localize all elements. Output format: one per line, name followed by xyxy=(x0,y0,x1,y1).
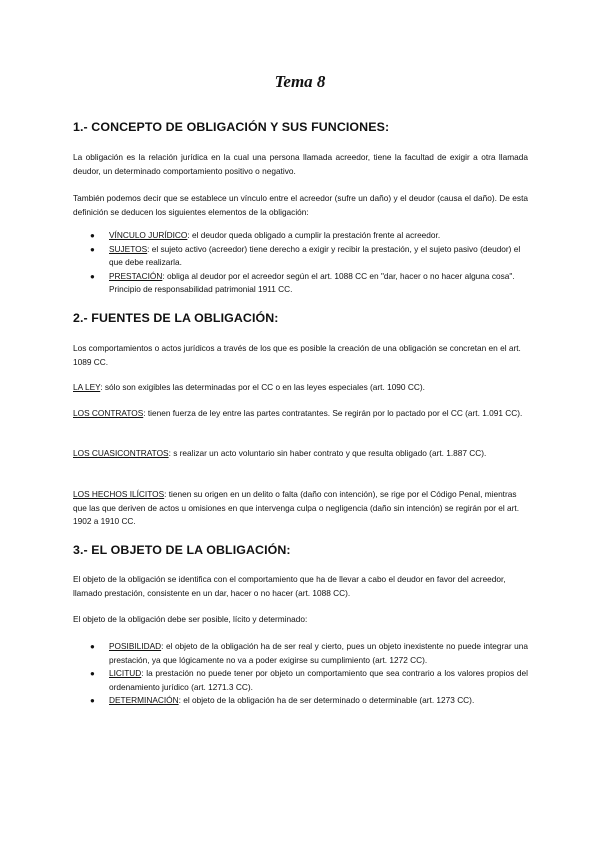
section-1-bullet-list xyxy=(73,229,528,297)
section-3-paragraph-2: El objeto de la obligación debe ser posible, lícito y determinado: xyxy=(73,614,308,624)
bullet-icon: ● xyxy=(90,231,95,240)
bullet-text: : el sujeto activo (acreedor) tiene derecho a exigir y recibir la prestación, y el sujeto pasivo (deudor) el que debe realizarla. xyxy=(109,243,521,267)
section-1-heading: 1.- CONCEPTO DE OBLIGACIÓN Y SUS FUNCIONES: xyxy=(73,120,390,134)
bullet-term: LICITUD xyxy=(109,668,142,678)
source-la-ley xyxy=(73,381,528,395)
bullet-term: VÍNCULO JURÍDICO xyxy=(109,230,188,240)
section-1-paragraph-1: La obligación es la relación jurídica en la cual una persona llamada acreedor, tiene la facultad de exigir a otra llamada deudor, un determinado comportamiento positivo o negativo. xyxy=(73,152,528,176)
list-item xyxy=(73,694,528,708)
bullet-icon: ● xyxy=(90,642,95,651)
list-item xyxy=(73,270,528,297)
bullet-icon: ● xyxy=(90,244,95,254)
source-contratos xyxy=(73,407,528,421)
list-item xyxy=(73,243,528,270)
section-2-heading: 2.- FUENTES DE LA OBLIGACIÓN: xyxy=(73,311,279,325)
bullet-term: POSIBILIDAD xyxy=(109,641,162,651)
list-item xyxy=(73,640,528,667)
source-text: : tienen su origen en un delito o falta (daño con intención), se rige por el Código Penal, mientras que las que deriven de actos u omisiones en que intervenga culpa o negligencia (daño sin intención) se regirán por el art. 1902 a 1910 CC. xyxy=(73,489,520,526)
bullet-text: : el objeto de la obligación ha de ser determinado o determinable (art. 1273 CC). xyxy=(178,695,475,705)
source-text: : tienen fuerza de ley entre las partes contratantes. Se regirán por lo pactado por el CC (art. 1.091 CC). xyxy=(143,408,523,418)
section-3-heading: 3.- EL OBJETO DE LA OBLIGACIÓN: xyxy=(73,543,291,557)
section-3-bullet-list xyxy=(73,640,528,708)
source-text: : sólo son exigibles las determinadas por el CC o en las leyes especiales (art. 1090 CC). xyxy=(100,382,425,392)
document-title: Tema 8 xyxy=(274,72,326,91)
bullet-term: SUJETOS xyxy=(109,243,148,254)
source-cuasicontratos xyxy=(73,447,528,461)
bullet-term: PRESTACIÓN xyxy=(109,270,163,281)
section-3-paragraph-1: El objeto de la obligación se identifica con el comportamiento que ha de llevar a cabo el deudor en favor del acreedor, llamado prestación, consistente en un dar, hacer o no hacer (art. 1088 CC). xyxy=(73,574,506,598)
section-2-intro: Los comportamientos o actos jurídicos a través de los que es posible la creación de una obligación se concretan en el art. 1089 CC. xyxy=(73,343,521,367)
bullet-text: : la prestación no puede tener por objeto un comportamiento que sea contrario a los valores propios del ordenamiento jurídico (art. 1271.3 CC). xyxy=(109,668,528,692)
list-item xyxy=(73,667,528,694)
source-term: LOS CUASICONTRATOS xyxy=(73,448,169,458)
bullet-term: DETERMINACIÓN xyxy=(109,695,179,705)
source-text: : s realizar un acto voluntario sin haber contrato y que resulta obligado (art. 1.887 CC). xyxy=(168,448,487,458)
section-1-paragraph-2: También podemos decir que se establece un vínculo entre el acreedor (sufre un daño) y el deudor (causa el daño). De esta definición se deducen los siguientes elementos de la obligación: xyxy=(73,193,528,217)
source-term: LA LEY xyxy=(73,382,101,392)
bullet-icon: ● xyxy=(90,669,95,678)
bullet-text: : el deudor queda obligado a cumplir la prestación frente al acreedor. xyxy=(187,230,441,240)
bullet-text: : el objeto de la obligación ha de ser real y cierto, pues un objeto inexistente no puede integrar una prestación, ya que lógicamente no va a poder exigirse su cumplimiento (art. 1272 CC). xyxy=(109,641,528,665)
source-term: LOS HECHOS ILÍCITOS xyxy=(73,489,165,499)
bullet-text: : obliga al deudor por el acreedor según el art. 1088 CC en "dar, hacer o no hacer alguna cosa". Principio de responsabilidad patrimonial 1911 CC. xyxy=(109,270,515,294)
bullet-icon: ● xyxy=(90,271,95,281)
source-hechos-ilicitos xyxy=(73,488,528,529)
source-term: LOS CONTRATOS xyxy=(73,408,144,418)
list-item xyxy=(73,229,528,243)
bullet-icon: ● xyxy=(90,696,95,705)
